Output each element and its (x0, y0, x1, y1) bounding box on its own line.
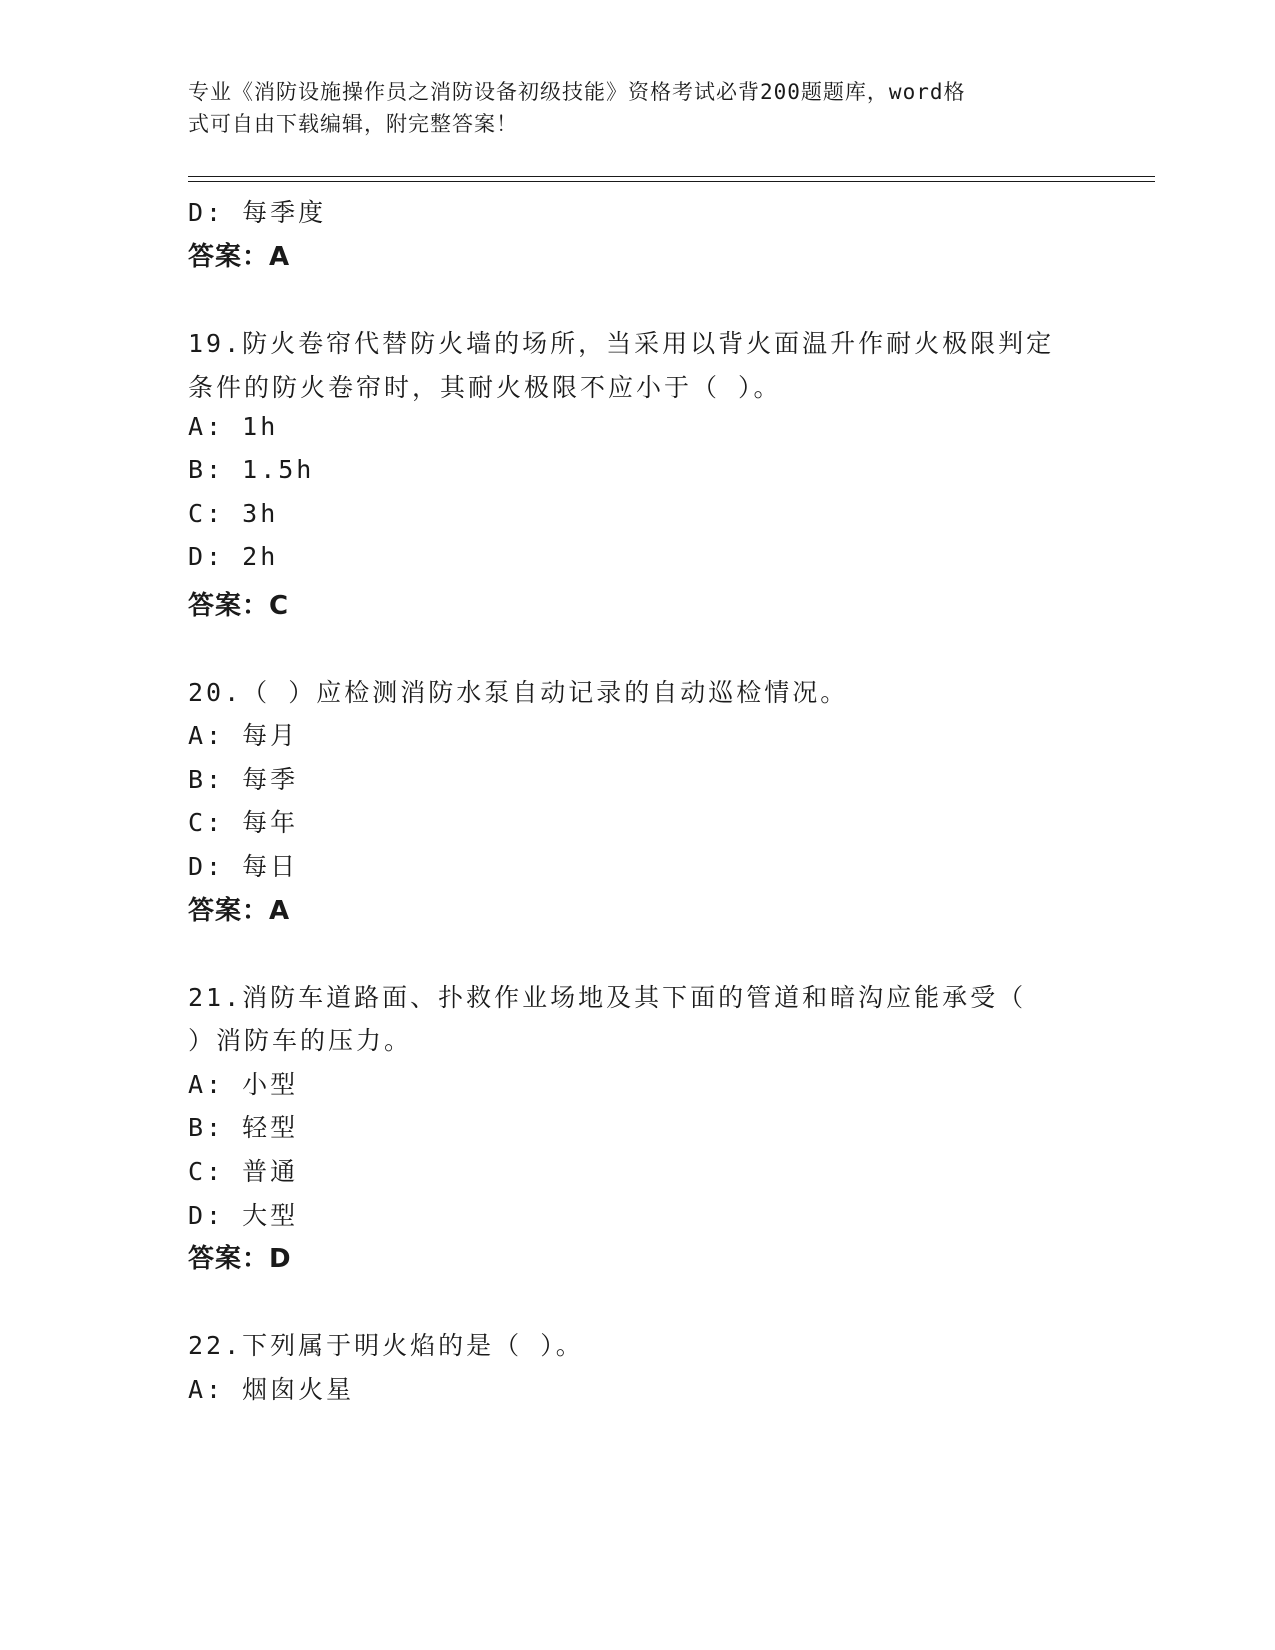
q20-option-d: D: 每日 (188, 852, 299, 881)
q21-answer: 答案：D (188, 1244, 292, 1274)
q19-option-d: D: 2h (188, 542, 279, 571)
header-rule-bottom (188, 181, 1155, 182)
q21-option-b: B: 轻型 (188, 1113, 299, 1142)
q21-option-c: C: 普通 (188, 1157, 299, 1186)
q19-option-c: C: 3h (188, 499, 279, 528)
q22-option-a: A: 烟囱火星 (188, 1375, 355, 1404)
q19-option-a: A: 1h (188, 412, 279, 441)
q20-option-c: C: 每年 (188, 808, 299, 837)
q20-option-a: A: 每月 (188, 721, 299, 750)
q19-answer: 答案：C (188, 591, 290, 621)
q20-answer: 答案：A (188, 896, 291, 926)
q21-stem-line-1: 21.消防车道路面、扑救作业场地及其下面的管道和暗沟应能承受（ (188, 983, 1027, 1012)
q20-stem-line-1: 20.（ ）应检测消防水泵自动记录的自动巡检情况。 (188, 678, 849, 707)
q19-option-b: B: 1.5h (188, 455, 315, 484)
header-rule-top (188, 176, 1155, 177)
q21-option-d: D: 大型 (188, 1201, 299, 1230)
q19-stem-line-1: 19.防火卷帘代替防火墙的场所，当采用以背火面温升作耐火极限判定 (188, 329, 1055, 358)
q22-stem-line-1: 22.下列属于明火焰的是（ ）。 (188, 1331, 584, 1360)
q21-stem-line-2: ）消防车的压力。 (188, 1026, 413, 1055)
header-line-1: 专业《消防设施操作员之消防设备初级技能》资格考试必背200题题库，word格 (188, 80, 966, 104)
q21-option-a: A: 小型 (188, 1070, 299, 1099)
header-line-2: 式可自由下载编辑，附完整答案！ (188, 112, 518, 136)
q20-option-b: B: 每季 (188, 765, 299, 794)
q18-answer: 答案：A (188, 242, 291, 272)
q19-stem-line-2: 条件的防火卷帘时，其耐火极限不应小于（ ）。 (188, 373, 782, 402)
q18-option-d: D: 每季度 (188, 198, 327, 227)
